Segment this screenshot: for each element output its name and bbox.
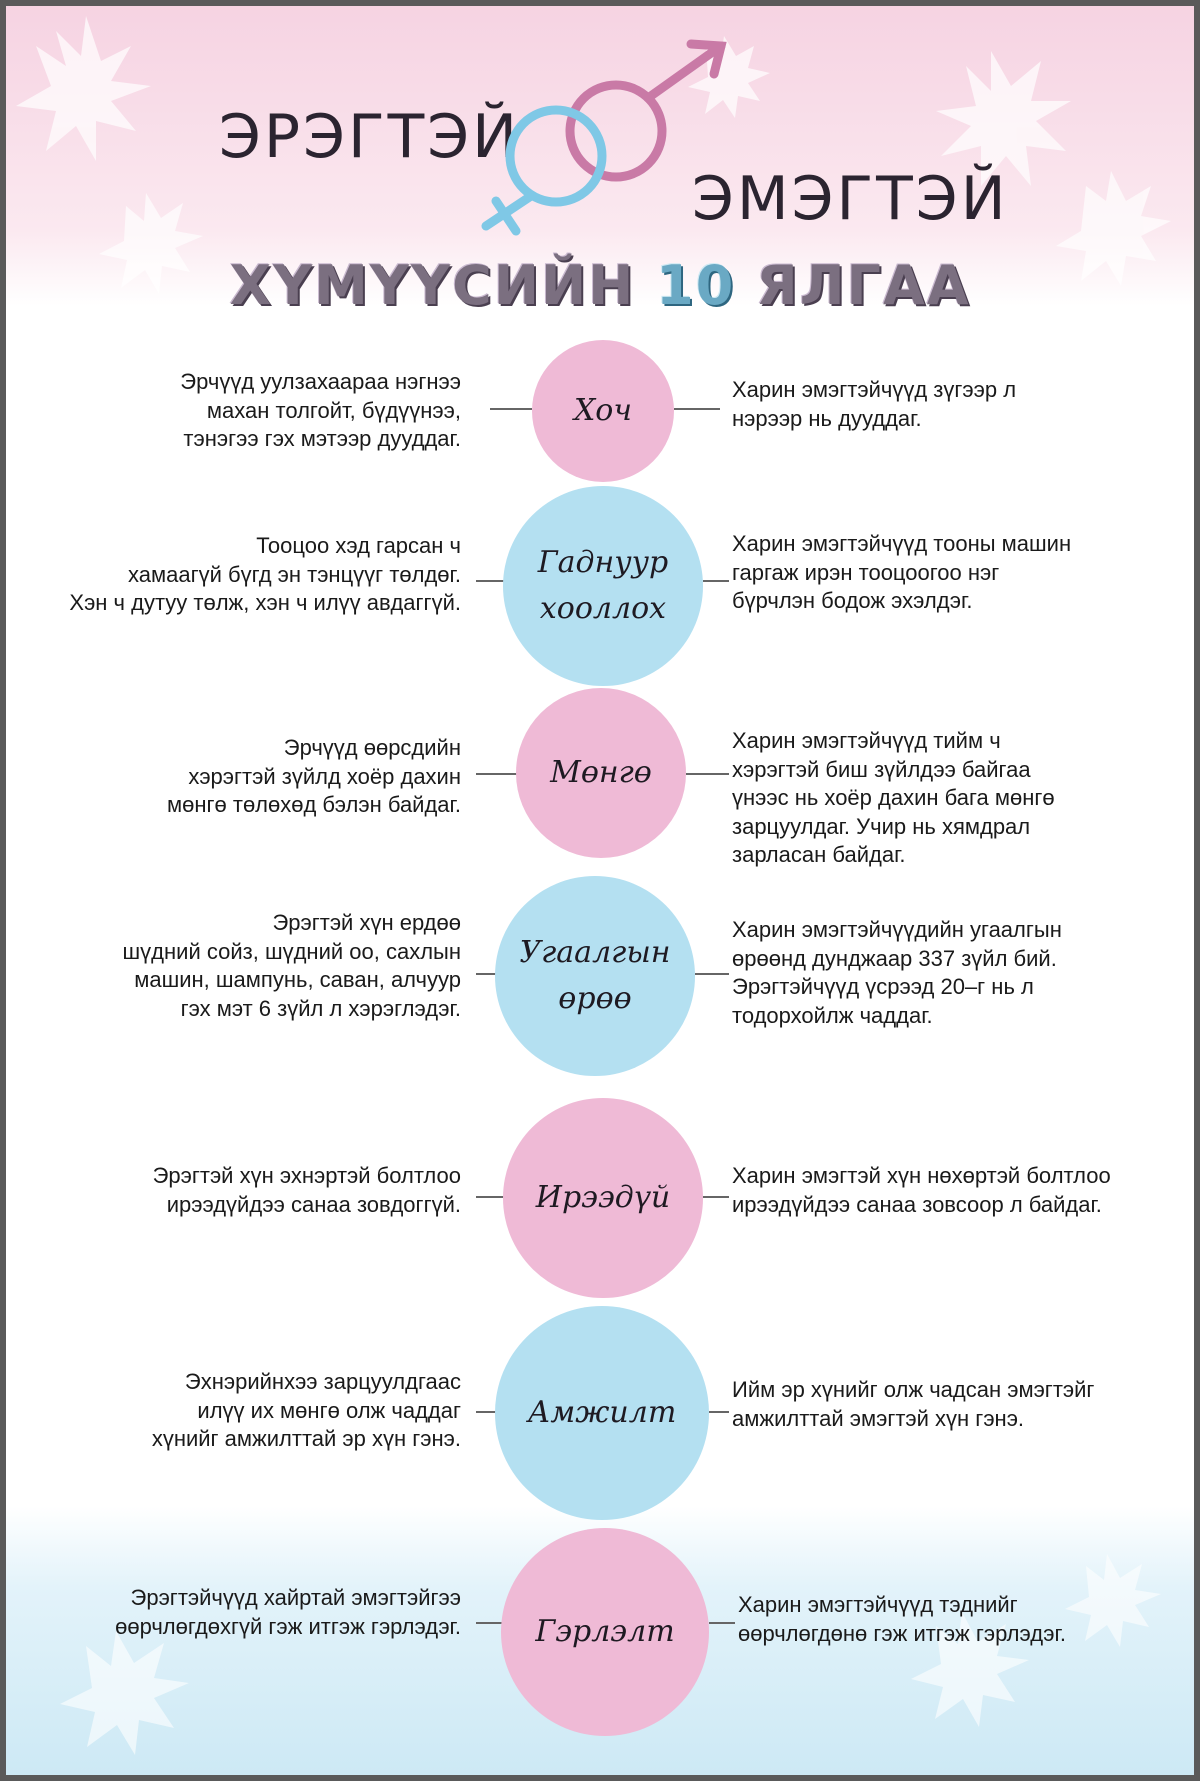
men-text: Эрчүүд өөрсдийн хэрэгтэй зүйлд хоёр дахин мөнгө төлөхөд бэлэн байдаг. bbox=[166, 735, 461, 817]
connector-line bbox=[686, 773, 729, 775]
connector-line bbox=[695, 973, 729, 975]
connector-line bbox=[709, 1622, 735, 1624]
connector-line bbox=[490, 408, 532, 410]
connector-line bbox=[476, 580, 504, 582]
connector-line bbox=[674, 408, 720, 410]
women-text: Харин эмэгтэйчүүд тэднийг өөрчлөгдөнө гэж итгэж гэрлэдэг. bbox=[738, 1592, 1066, 1646]
topic-label: Гаднуур хооллох bbox=[537, 545, 669, 626]
topic-circle bbox=[532, 340, 674, 482]
topic-circle bbox=[503, 486, 703, 686]
men-text: Тооцоо хэд гарсан ч хамаагүй бүгд эн тэнцүүг төлдөг. Хэн ч дутуу төлж, хэн ч илүү авдаггүй. bbox=[69, 533, 461, 615]
topic-circle bbox=[495, 1306, 709, 1520]
women-text: Харин эмэгтэйчүүдийн угаалгын өрөөнд дунджаар 337 зүйл бий. Эрэгтэйчүүд үсрээд 20–г нь л тодорхойлж чаддаг. bbox=[732, 917, 1062, 1028]
men-text: Эхнэрийнхээ зарцуулдгаас илүү их мөнгө олж чаддаг хүнийг амжилттай эр хүн гэнэ. bbox=[151, 1369, 461, 1451]
subtitle-part2: ЯЛГАА bbox=[756, 254, 971, 317]
connector-line bbox=[476, 1411, 496, 1413]
infographic-page bbox=[6, 6, 1194, 1775]
connector-line bbox=[703, 580, 729, 582]
connector-line bbox=[476, 1622, 502, 1624]
women-text: Харин эмэгтэйчүүд тийм ч хэрэгтэй биш зүйлдээ байгаа үнээс нь хоёр дахин бага мөнгө зарцуулдаг. Учир нь хямдрал зарласан байдаг. bbox=[732, 728, 1055, 867]
topic-circle bbox=[501, 1528, 709, 1736]
topic-circle bbox=[516, 688, 686, 858]
female-symbol-icon bbox=[570, 44, 721, 177]
women-text: Харин эмэгтэйчүүд тооны машин гаргаж ирэн тооцоогоо нэг бүрчлэн бодож эхэлдэг. bbox=[732, 531, 1072, 613]
subtitle-number: 10 bbox=[656, 254, 736, 317]
women-text: Ийм эр хүнийг олж чадсан эмэгтэйг амжилттай эмэгтэй хүн гэнэ. bbox=[732, 1377, 1095, 1431]
topic-label: Мөнгө bbox=[550, 755, 652, 790]
title-men: ЭРЭГТЭЙ bbox=[219, 102, 520, 172]
men-text: Эрэгтэй хүн ердөө шүдний сойз, шүдний оо, сахлын машин, шампунь, саван, алчуур гэх мэт 6 зүйл л хэрэглэдэг. bbox=[122, 910, 461, 1021]
connector-line bbox=[476, 973, 496, 975]
men-text: Эрэгтэйчүүд хайртай эмэгтэйгээ өөрчлөгдөхгүй гэж итгэж гэрлэдэг. bbox=[115, 1585, 461, 1639]
connector-line bbox=[476, 773, 517, 775]
topic-circle bbox=[495, 876, 695, 1076]
subtitle-part1: ХҮМҮҮСИЙН bbox=[229, 254, 636, 317]
topic-label: Амжилт bbox=[527, 1395, 677, 1430]
title-women: ЭМЭГТЭЙ bbox=[692, 164, 1009, 234]
subtitle bbox=[6, 254, 1194, 317]
connector-line bbox=[709, 1411, 729, 1413]
women-text: Харин эмэгтэй хүн нөхөртэй болтлоо ирээдүйдээ санаа зовсоор л байдаг. bbox=[732, 1163, 1111, 1217]
women-text: Харин эмэгтэйчүүд зүгээр л нэрээр нь дууддаг. bbox=[732, 377, 1017, 431]
men-text: Эрэгтэй хүн эхнэртэй болтлоо ирээдүйдээ санаа зовдоггүй. bbox=[152, 1163, 461, 1217]
topic-label: Хоч bbox=[573, 393, 633, 428]
gender-symbols-icon bbox=[476, 36, 746, 236]
connector-line bbox=[476, 1196, 504, 1198]
topic-label: Ирээдүй bbox=[535, 1180, 671, 1215]
topic-circle bbox=[503, 1098, 703, 1298]
topic-label: Угаалгын өрөө bbox=[519, 935, 671, 1016]
connector-line bbox=[703, 1196, 729, 1198]
topic-label: Гэрлэлт bbox=[535, 1614, 675, 1649]
men-text: Эрчүүд уулзахаараа нэгнээ махан толгойт, бүдүүнээ, тэнэгээ гэх мэтээр дууддаг. bbox=[180, 369, 461, 451]
